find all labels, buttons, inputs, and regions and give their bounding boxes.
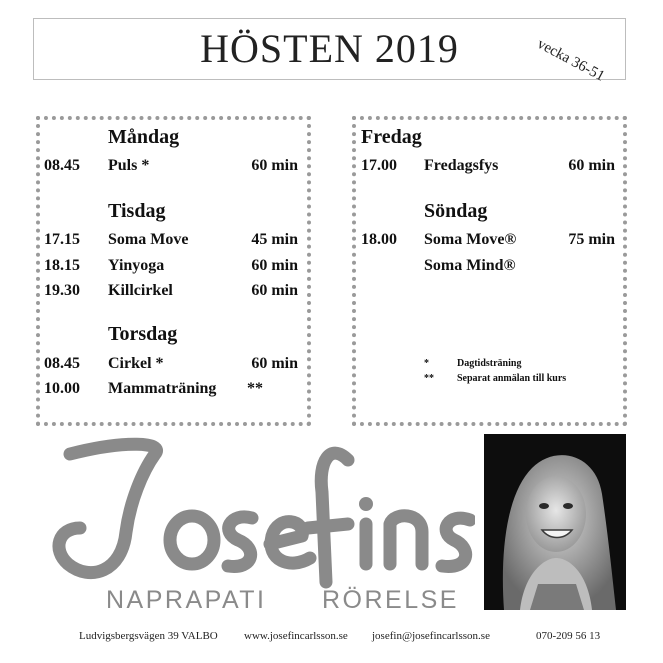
footer-email[interactable]: josefin@josefincarlsson.se <box>372 630 490 642</box>
page-title: HÖSTEN 2019 <box>200 26 459 71</box>
brand-subtitle-left: NAPRAPATI <box>106 586 267 614</box>
day-heading-sunday: Söndag <box>424 200 488 222</box>
footer-website[interactable]: www.josefincarlsson.se <box>244 630 348 642</box>
day-heading-tuesday: Tisdag <box>108 200 166 222</box>
day-heading-monday: Måndag <box>108 126 180 148</box>
class-name: Fredagsfys <box>424 157 499 174</box>
week-range: vecka 36-51 <box>534 36 608 85</box>
josefins-logo <box>30 432 475 592</box>
portrait-photo <box>484 434 626 610</box>
class-name: Yinyoga <box>108 257 165 274</box>
footnote-text: Separat anmälan till kurs <box>457 373 567 384</box>
class-duration: 60 min <box>251 257 298 274</box>
footnote-symbol: ** <box>424 373 434 384</box>
footnote-text: Dagtidsträning <box>457 358 522 369</box>
class-time: 17.00 <box>361 157 397 174</box>
footer-address: Ludvigsbergsvägen 39 VALBO <box>79 630 218 642</box>
class-name: Mammaträning <box>108 380 217 397</box>
class-time: 08.45 <box>44 355 80 372</box>
class-time: 10.00 <box>44 380 80 397</box>
class-duration: 60 min <box>251 282 298 299</box>
class-time: 19.30 <box>44 282 80 299</box>
class-time: 18.00 <box>361 231 397 248</box>
class-name: Soma Mind® <box>424 257 516 274</box>
class-name: Puls * <box>108 157 150 174</box>
day-heading-thursday: Torsdag <box>108 323 178 345</box>
class-time: 17.15 <box>44 231 80 248</box>
class-name: Killcirkel <box>108 282 173 299</box>
class-duration: ** <box>247 380 263 397</box>
class-time: 08.45 <box>44 157 80 174</box>
brand-subtitle-right: RÖRELSE <box>322 586 459 614</box>
class-duration: 75 min <box>568 231 615 248</box>
portrait-illustration <box>484 434 626 610</box>
class-name: Soma Move <box>108 231 189 248</box>
footnote-symbol: * <box>424 358 429 369</box>
class-duration: 60 min <box>251 355 298 372</box>
class-duration: 45 min <box>251 231 298 248</box>
day-heading-friday: Fredag <box>361 126 422 148</box>
class-name: Soma Move® <box>424 231 517 248</box>
class-duration: 60 min <box>568 157 615 174</box>
class-time: 18.15 <box>44 257 80 274</box>
footer-phone: 070-209 56 13 <box>536 630 601 642</box>
class-name: Cirkel * <box>108 355 164 372</box>
class-duration: 60 min <box>251 157 298 174</box>
